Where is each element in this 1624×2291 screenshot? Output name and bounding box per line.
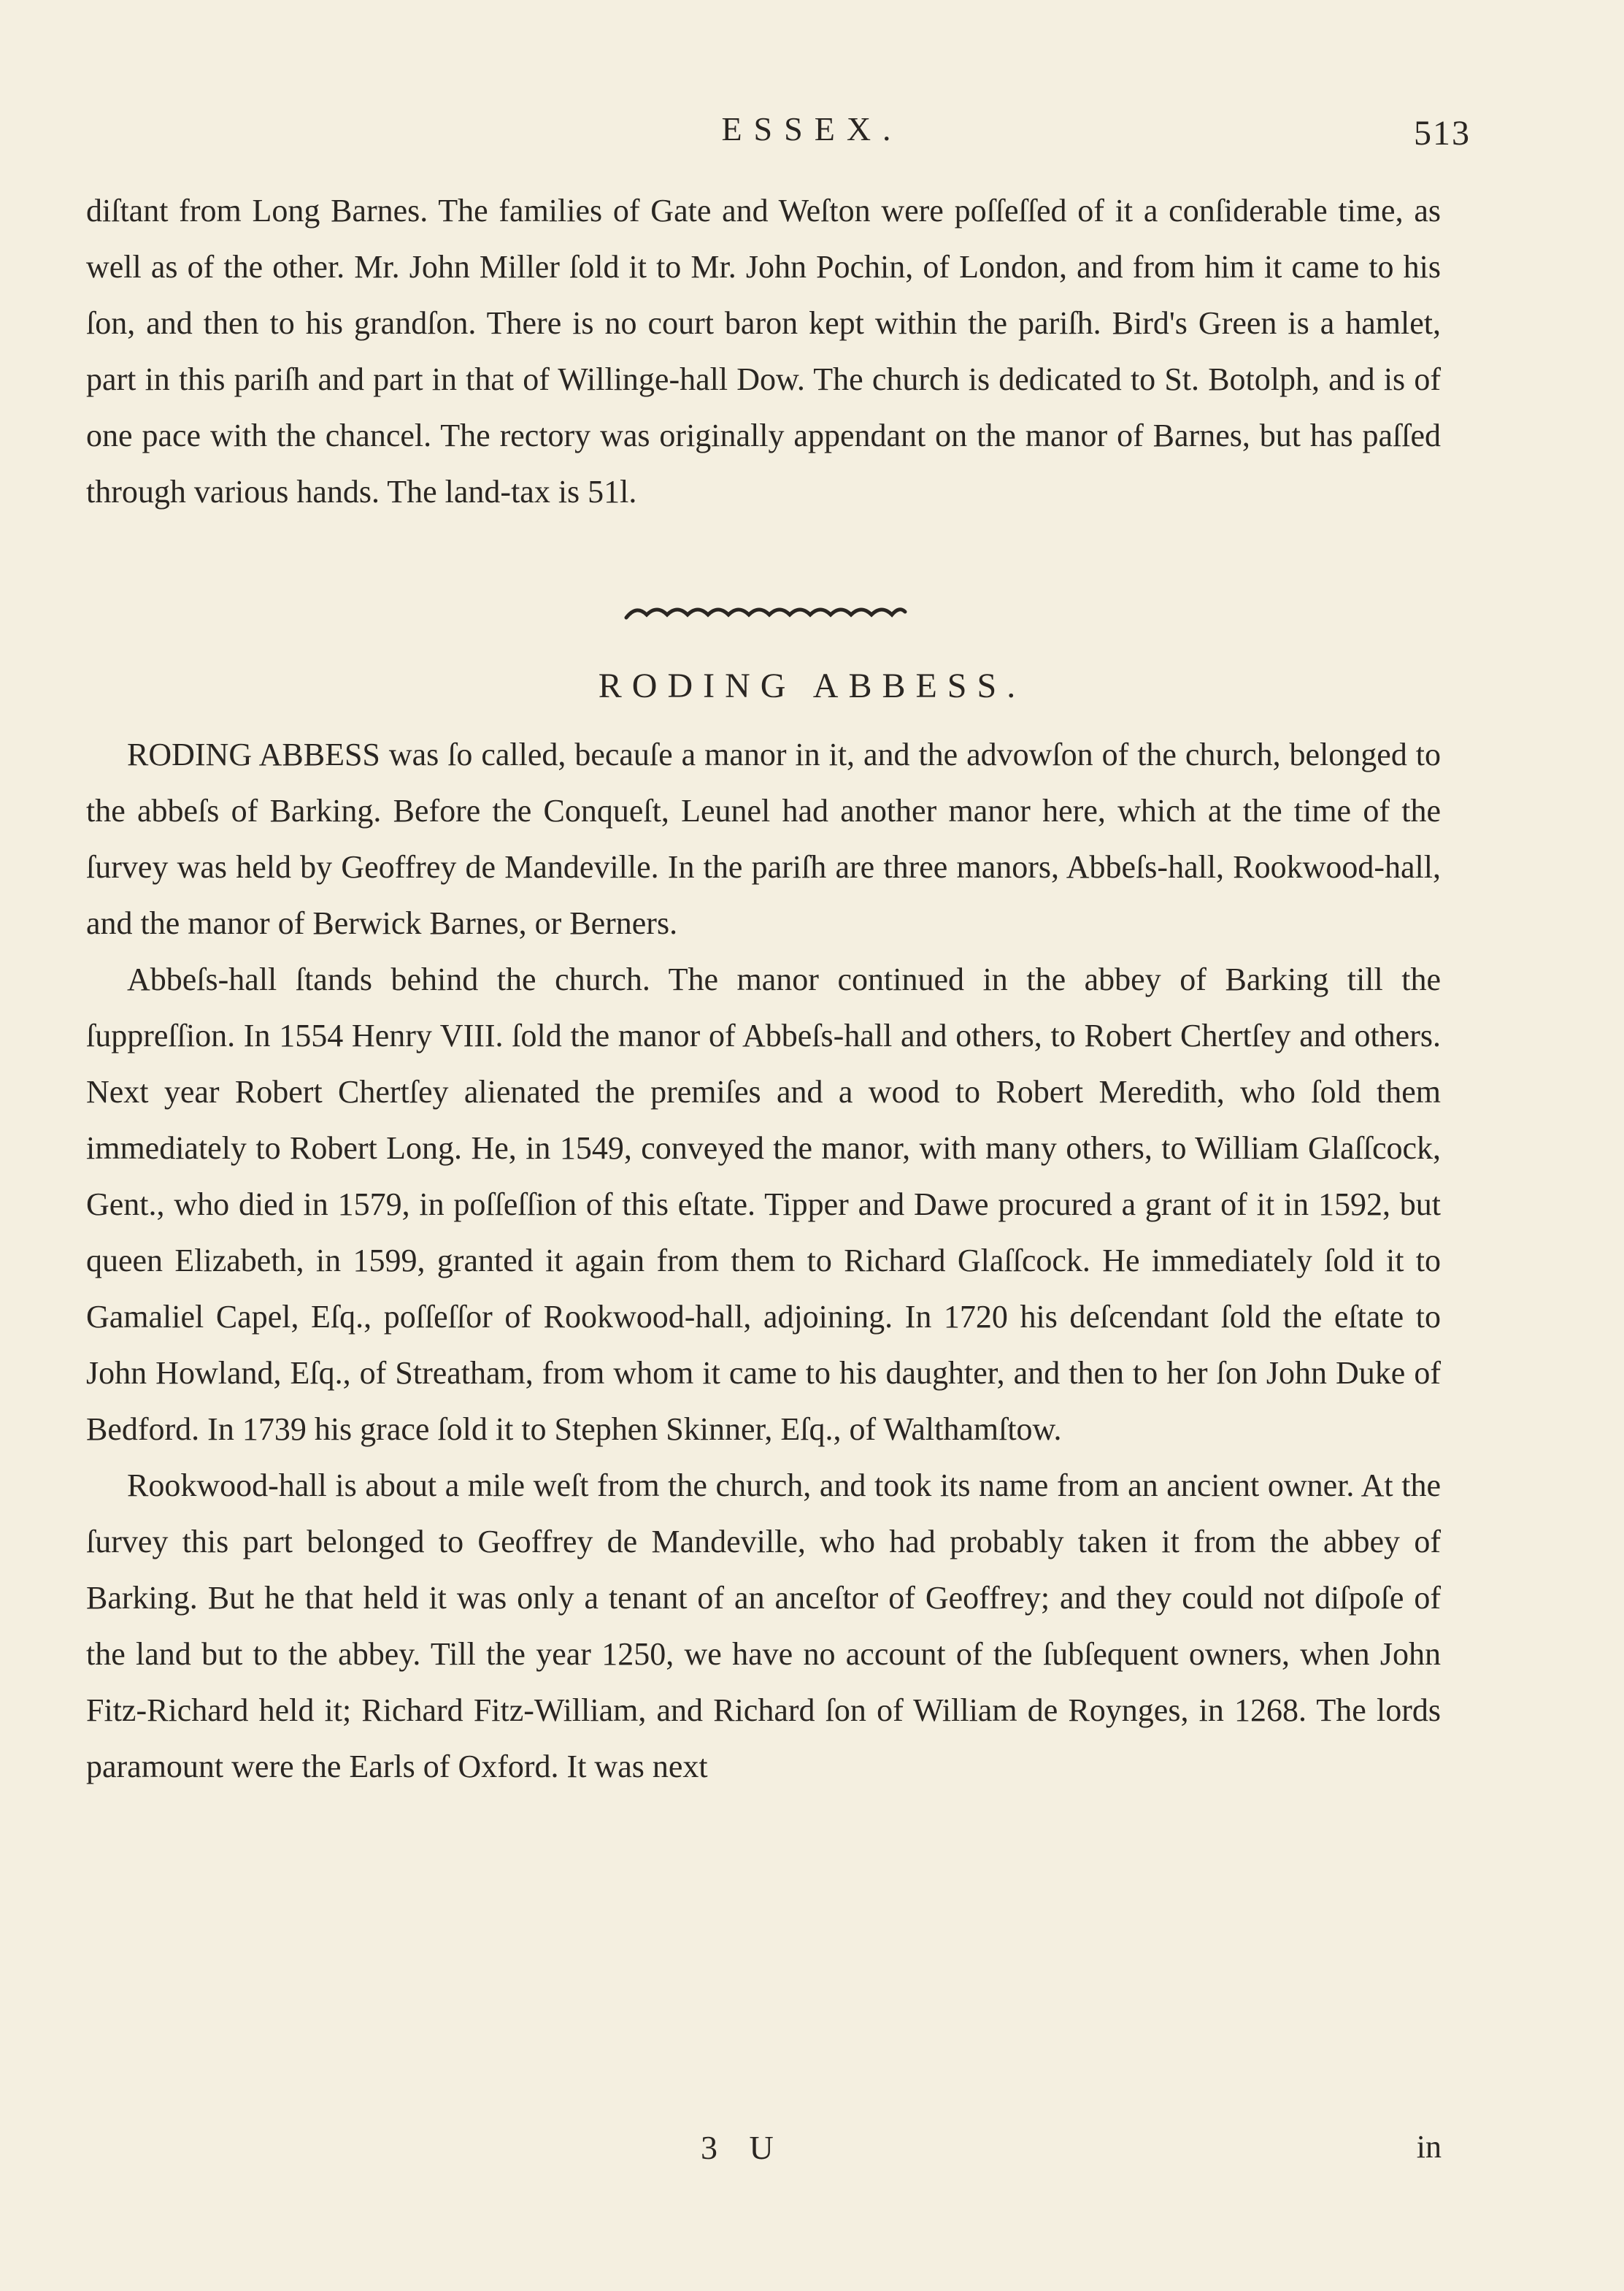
continued-text (86, 183, 1441, 520)
ornamental-divider (619, 599, 911, 628)
printer-signature: 3 U (701, 2129, 785, 2166)
paragraph: RODING ABBESS was ſo called, becauſe a manor in it, and the advowſon of the church, belonged to the abbeſs of Barking. Before the Conqueſt, Leunel had another manor here, which at the time of the ſurvey was held by Geoffrey de Mandeville. In the pariſh are three manors, Abbeſs-hall, Rookwood-hall, and the manor of Berwick Barnes, or Berners. (86, 737, 1441, 941)
running-head: ESSEX. (721, 110, 903, 147)
paragraph: Abbeſs-hall ſtands behind the church. The manor continued in the abbey of Barking till the ſuppreſſion. In 1554 Henry VIII. ſold the manor of Abbeſs-hall and others, to Robert Chertſey and others. Next year Robert Chertſey alienated the premiſes and a wood to Robert Meredith, who ſold them immediately to Robert Long. He, in 1549, conveyed the manor, with many others, to William Glaſſcock, Gent., who died in 1579, in poſſeſſion of this eſtate. Tipper and Dawe procured a grant of it in 1592, but queen Elizabeth, in 1599, granted it again from them to Richard Glaſſcock. He immediately ſold it to Gamaliel Capel, Eſq., poſſeſſor of Rookwood-hall, adjoining. In 1720 his deſcendant ſold the eſtate to John Howland, Eſq., of Streatham, from whom it came to his daughter, and then to her ſon John Duke of Bedford. In 1739 his grace ſold it to Stephen Skinner, Eſq., of Walthamſtow. (86, 962, 1441, 1447)
page-number: 513 (1414, 114, 1471, 153)
catchword: in (1416, 2129, 1442, 2165)
section-body (86, 726, 1441, 1795)
paragraph: Rookwood-hall is about a mile weſt from the church, and took its name from an ancient owner. At the ſurvey this part belonged to Geoffrey de Mandeville, who had probably taken it from the abbey of Barking. But he that held it was only a tenant of an anceſtor of Geoffrey; and they could not diſpoſe of the land but to the abbey. Till the year 1250, we have no account of the ſubſequent owners, when John Fitz-Richard held it; Richard Fitz-William, and Richard ſon of William de Roynges, in 1268. The lords paramount were the Earls of Oxford. It was next (86, 1467, 1441, 1784)
section-heading: RODING ABBESS. (598, 667, 1026, 705)
paragraph: diſtant from Long Barnes. The families of Gate and Weſton were poſſeſſed of it a conſiderable time, as well as of the other. Mr. John Miller ſold it to Mr. John Pochin, of London, and from him it came to his ſon, and then to his grandſon. There is no court baron kept within the pariſh. Bird's Green is a hamlet, part in this pariſh and part in that of Willinge-hall Dow. The church is dedicated to St. Botolph, and is of one pace with the chancel. The rectory was originally appendant on the manor of Barnes, but has paſſed through various hands. The land-tax is 51l. (86, 193, 1441, 510)
